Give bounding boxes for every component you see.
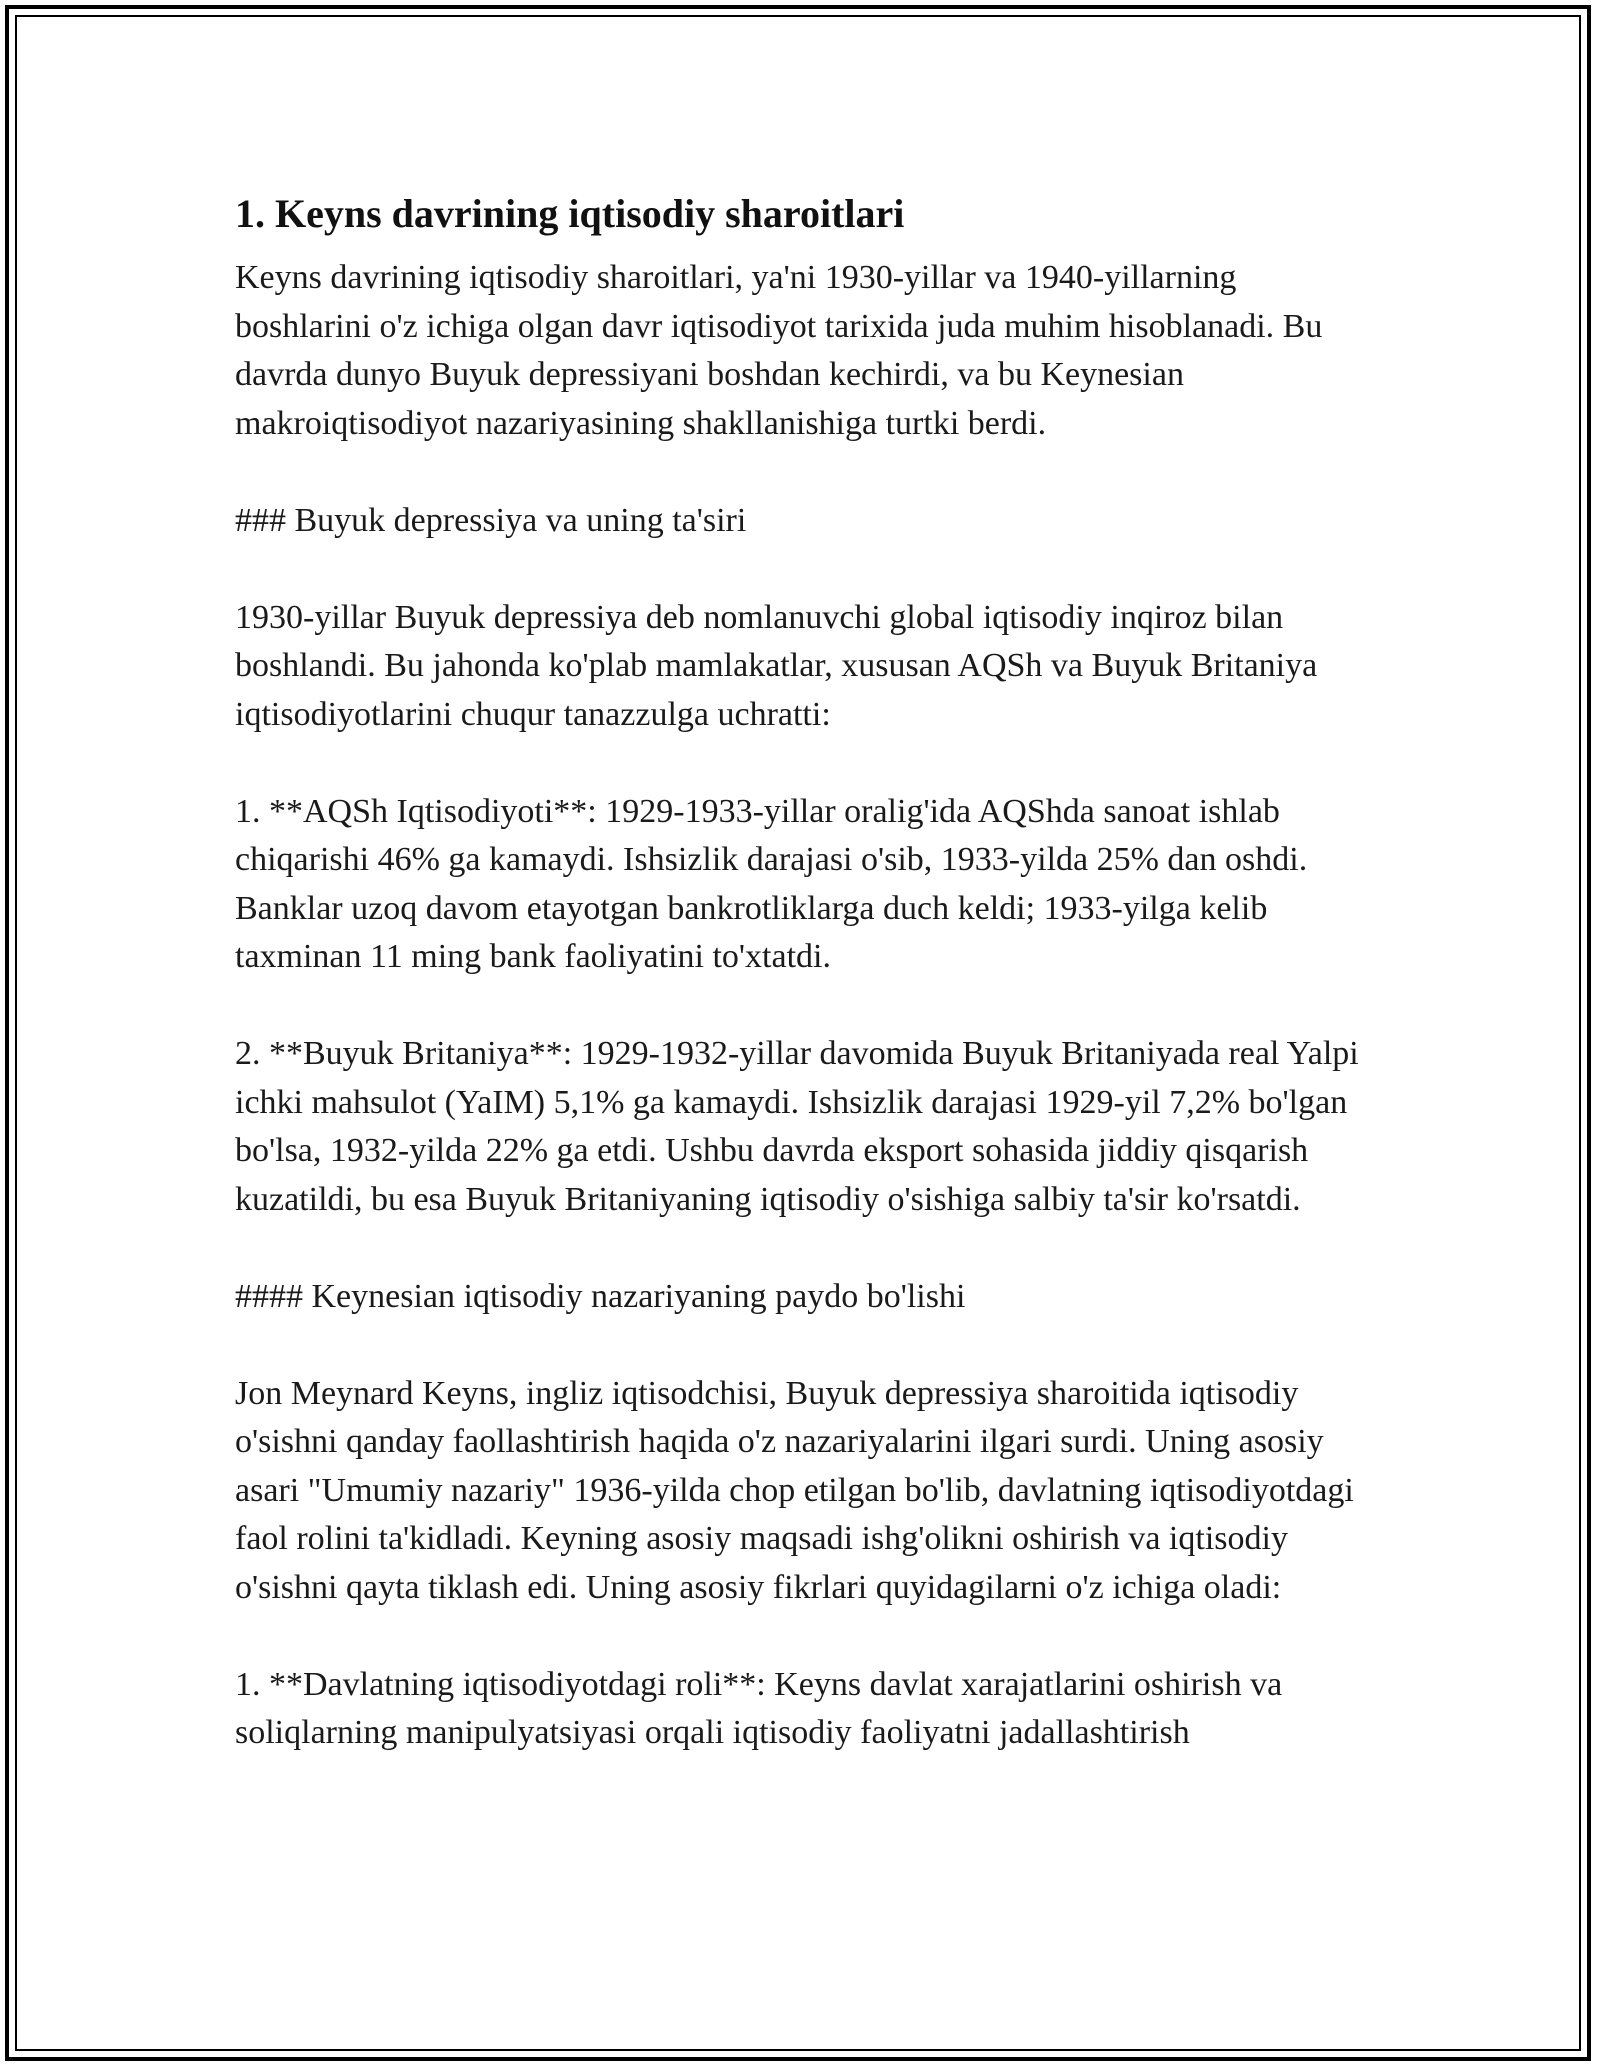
list-item-britain: 2. **Buyuk Britaniya**: 1929-1932-yillar davomida Buyuk Britaniyada real Yalpi ichki mahsulot (YaIM) 5,1% ga kamaydi. Ishsizlik darajasi 1929-yil 7,2% bo'lgan bo'lsa, 1932-yilda 22% ga etdi. Ushbu davrda eksport sohasida jiddiy qisqarish kuzatildi, bu esa Buyuk Britaniyaning iqtisodiy o'sishiga salbiy ta'sir ko'rsatdi.	[235, 1035, 1359, 1218]
keynes-paragraph: Jon Meynard Keyns, ingliz iqtisodchisi, Buyuk depressiya sharoitida iqtisodiy o'sishni qanday faollashtirish haqida o'z nazariyalarini ilgari surdi. Uning asosiy asari "Umumiy nazariy" 1936-yilda chop etilgan bo'lib, davlatning iqtisodiyotdagi faol rolini ta'kidladi. Keyning asosiy maqsadi ishg'olikni oshirish va iqtisodiy o'sishni qayta tiklash edi. Uning asosiy fikrlari quyidagilarni o'z ichiga oladi:	[235, 1374, 1354, 1606]
document-body	[235, 186, 1375, 1806]
document-title: 1. Keyns davrining iqtisodiy sharoitlari	[235, 191, 905, 236]
section-heading-depression: ### Buyuk depressiya va uning ta'siri	[235, 501, 747, 539]
intro-paragraph: Keyns davrining iqtisodiy sharoitlari, ya'ni 1930-yillar va 1940-yillarning boshlarini o'z ichiga olgan davr iqtisodiyot tarixida juda muhim hisoblanadi. Bu davrda dunyo Buyuk depressiyani boshdan kechirdi, va bu Keynesian makroiqtisodiyot nazariyasining shakllanishiga turtki berdi.	[235, 259, 1323, 442]
list-item-state-role: 1. **Davlatning iqtisodiyotdagi roli**: Keyns davlat xarajatlarini oshirish va soliqlarning manipulyatsiyasi orqali iqtisodiy faoliyatni jadallashtirish	[235, 1665, 1283, 1751]
depression-paragraph: 1930-yillar Buyuk depressiya deb nomlanuvchi global iqtisodiy inqiroz bilan boshlandi. Bu jahonda ko'plab mamlakatlar, xususan AQSh va Buyuk Britaniya iqtisodiyotlarini chuqur tanazzulga uchratti:	[235, 598, 1318, 733]
list-item-usa: 1. **AQSh Iqtisodiyoti**: 1929-1933-yillar oralig'ida AQShda sanoat ishlab chiqarishi 46% ga kamaydi. Ishsizlik darajasi o'sib, 1933-yilda 25% dan oshdi. Banklar uzoq davom etayotgan bankrotliklarga duch keldi; 1933-yilga kelib taxminan 11 ming bank faoliyatini to'xtatdi.	[235, 792, 1308, 975]
section-heading-keynesian: #### Keynesian iqtisodiy nazariyaning paydo bo'lishi	[235, 1277, 966, 1315]
